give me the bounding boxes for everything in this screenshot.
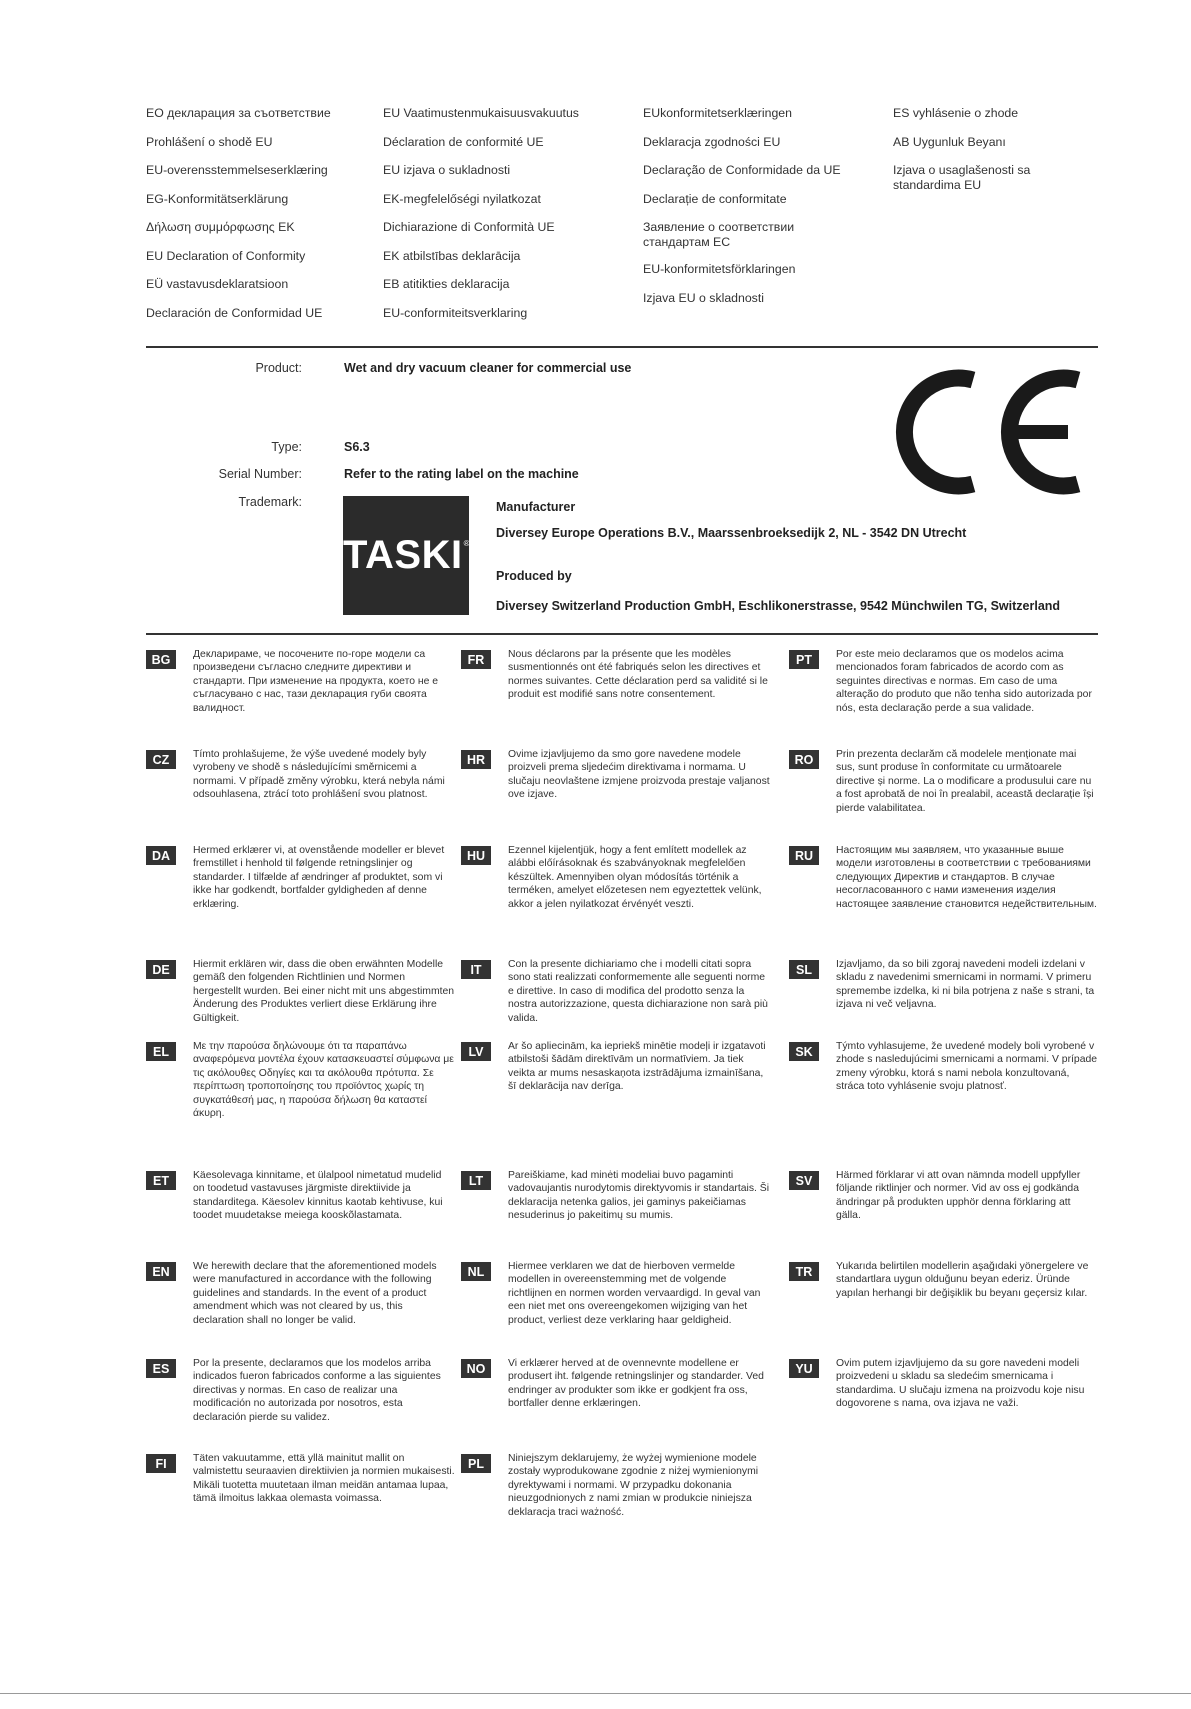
declaration-text: Prin prezenta declarăm că modelele menționate mai sus, sunt produse în conformitate cu următoarele directive și norme. La o modificare a produsului care nu a fost aprobată de noi în prealabil, această declarație își pierde valabilitatea. <box>836 749 1094 814</box>
title-column-1 <box>146 106 356 334</box>
declaration-text: Ovim putem izjavljujemo da su gore navedeni modeli proizvedeni u skladu sa sledećim smernicama i standardima. U slučaju izmena na proizvodu koje nisu dogovorene s nama, ova izjava ne važi. <box>836 1358 1085 1410</box>
lang-code-badge: YU <box>789 1359 819 1378</box>
bottom-divider <box>0 1693 1191 1694</box>
registered-mark: ® <box>463 539 470 548</box>
lang-code-badge: SL <box>789 960 819 979</box>
serial-value: Refer to the rating label on the machine <box>344 467 579 481</box>
declaration-column-3 <box>789 648 1098 1452</box>
title-column-3 <box>643 106 853 319</box>
lang-code-badge: NL <box>461 1262 491 1281</box>
manufacturer-address: Diversey Europe Operations B.V., Maarssenbroeksedijk 2, NL - 3542 DN Utrecht <box>496 526 967 540</box>
lang-code-badge: DA <box>146 846 176 865</box>
declaration-lt <box>461 1169 770 1260</box>
declaration-ru <box>789 844 1097 958</box>
declaration-text: Izjavljamo, da so bili zgoraj navedeni modeli izdelani v skladu z navedenimi smernicami in normami. V primeru spremembe izdelka, ki ni bila potrjena z naše s strani, ta izjava ni več veljavna. <box>836 959 1095 1011</box>
title-sv: EU-konformitetsförklaringen <box>643 262 796 276</box>
title-tr: AB Uygunluk Beyanı <box>893 134 1006 149</box>
declaration-text: Με την παρούσα δηλώνουμε ότι τα παραπάνω αναφερόμενα μοντέλα έχουν κατασκευαστεί σύμφωνα με τις ακόλουθες Οδηγίες και τα ακόλουθα πρότυπα. Σε περίπτωση τροποποίησης του προϊόντος χωρίς τη συγκατάθεσή μας, η παρούσα δήλωση θα καταστεί άκυρη. <box>193 1041 454 1120</box>
lang-code-badge: DE <box>146 960 176 979</box>
lang-code-badge: LT <box>461 1171 491 1190</box>
title-it: Dichiarazione di Conformità UE <box>383 220 555 234</box>
declaration-text: We herewith declare that the aforementioned models were manufactured in accordance with the following guidelines and standards. In the event of a product amendment which was not cleared by us, this declaration shall no longer be valid. <box>193 1261 437 1326</box>
lang-code-badge: PT <box>789 650 819 669</box>
serial-label: Serial Number: <box>218 467 302 481</box>
taski-logo-text: TASKI <box>343 533 463 577</box>
taski-logo <box>343 496 469 615</box>
declaration-bg <box>146 648 446 748</box>
declaration-text: Ezennel kijelentjük, hogy a fent említett modellek az alábbi előírásoknak és szabványoknak megfelelően készültek. Amennyiben olyan módosítás történik a terméken, amelyet előzetesen nem egyeztettek velünk, akkor a jelen nyilatkozat érvényét veszti. <box>508 845 762 910</box>
declaration-text: Hiermit erklären wir, dass die oben erwähnten Modelle gemäß den folgenden Richtlinien und Normen hergestellt wurden. Bei einer nicht mit uns abgestimmten Änderung des Produktes verliert diese Erklärung ihre Gültigkeit. <box>193 959 455 1024</box>
title-hr: EU izjava o sukladnosti <box>383 163 511 177</box>
title-et: EÜ vastavusdeklaratsioon <box>146 277 289 291</box>
declaration-text: Настоящим мы заявляем, что указанные выше модели изготовлены в соответствии с требованиями следующих Директив и стандартов. В случае несогласованного с нами изменения изделия настоящее заявление становится недействительным. <box>836 845 1097 910</box>
declaration-es <box>146 1357 446 1452</box>
type-value: S6.3 <box>344 440 370 454</box>
declaration-text: Tímto prohlašujeme, že výše uvedené modely byly vyrobeny ve shodě s následujícími směrnicemi a normami. V případě změny výrobku, která nebyla námi odsouhlasena, ztrácí toto prohlášení svou platnost. <box>193 749 445 801</box>
declaration-el <box>146 1040 454 1169</box>
title-column-2 <box>383 106 613 334</box>
declaration-column-1 <box>146 648 455 1542</box>
ce-mark-c <box>904 378 973 486</box>
declaration-text: Yukarıda belirtilen modellerin aşağıdaki yönergelere ve standartlara uygun olduğunu beyan ederiz. Üründe yapılan herhangi bir değişiklik bu beyanı geçersiz kılar. <box>836 1261 1089 1299</box>
declaration-lv <box>461 1040 766 1169</box>
lang-code-badge: IT <box>461 960 491 979</box>
declaration-it <box>461 958 768 1040</box>
produced-by-heading: Produced by <box>496 569 572 583</box>
title-lv: EK atbilstības deklarācija <box>383 248 521 263</box>
declaration-ro <box>789 748 1094 844</box>
declaration-tr <box>789 1260 1089 1357</box>
title-column-4 <box>893 106 1083 207</box>
lang-code-badge: BG <box>146 650 176 669</box>
title-en: EU Declaration of Conformity <box>146 248 306 263</box>
lang-code-badge: EN <box>146 1262 176 1281</box>
lang-code-badge: RU <box>789 846 819 865</box>
lang-code-badge: HR <box>461 750 491 769</box>
title-ro: Declarație de conformitate <box>643 191 787 206</box>
type-label: Type: <box>271 440 302 454</box>
declaration-text: Niniejszym deklarujemy, że wyżej wymienione modele zostały wyprodukowane zgodnie z niżej wymienionymi dyrektywami i normami. W przypadku dokonania nieuzgodnionych z nami zmian w produkcie niniejsza deklaracja traci ważność. <box>508 1453 759 1518</box>
declaration-text: Käesolevaga kinnitame, et ülalpool nimetatud mudelid on toodetud vastavuses järgmiste direktiivide ja standarditega. Käesolev kinnitus kaotab kehtivuse, kui toodet muudetakse meiega kooskõlastamata. <box>193 1170 443 1222</box>
declaration-text: Pareiškiame, kad minėti modeliai buvo pagaminti vadovaujantis nurodytomis direktyvomis ir standartais. Ši deklaracija netenka galios, jei gaminys pakeičiamas nesuderinus jo pakeitimų su mumis. <box>508 1170 770 1222</box>
title-lt: EB atitikties deklaracija <box>383 277 510 291</box>
title-sk: ES vyhlásenie o zhode <box>893 106 1019 120</box>
declaration-text: Härmed förklarar vi att ovan nämnda modell uppfyller följande riktlinjer och normer. Vid av oss ej godkända ändringar på produkten upphör denna förklaring att gälla. <box>836 1170 1081 1222</box>
declaration-fi <box>146 1452 455 1542</box>
lang-code-badge: PL <box>461 1454 491 1473</box>
declaration-text: Nous déclarons par la présente que les modèles susmentionnés ont été fabriqués selon les directives et normes suivantes. Cette déclaration perd sa validité si le produit est modifié sans notre consentement. <box>508 649 768 701</box>
declaration-yu <box>789 1357 1089 1452</box>
declaration-text: Ar šo apliecinām, ka iepriekš minētie modeļi ir izgatavoti atbilstoši šādām direktīvām un normatīviem. Ja tiek veikta ar mums nesaskaņota izstrādājuma izmainīšana, šī deklarācija nav derīga. <box>508 1041 766 1093</box>
top-divider <box>146 346 1098 348</box>
middle-divider <box>146 633 1098 635</box>
declaration-text: Por la presente, declaramos que los modelos arriba indicados fueron fabricados conforme a las siguientes directivas y normas. En caso de realizar una modificación no autorizada por nosotros, esta declaración pierde su validez. <box>193 1358 441 1423</box>
title-hu: EK-megfelelőségi nyilatkozat <box>383 191 541 206</box>
title-bg: ЕО декларация за съответствие <box>146 106 331 120</box>
lang-code-badge: HU <box>461 846 491 865</box>
title-el: Δήλωση συμμόρφωσης ΕΚ <box>146 220 295 234</box>
lang-code-badge: SK <box>789 1042 819 1061</box>
title-fi: EU Vaatimustenmukaisuusvakuutus <box>383 106 579 120</box>
declaration-sv <box>789 1169 1089 1260</box>
title-sl: Izjava EU o skladnosti <box>643 290 764 305</box>
title-pt: Declaração de Conformidade da UE <box>643 163 841 177</box>
declaration-hr <box>461 748 770 844</box>
declaration-sk <box>789 1040 1098 1169</box>
declaration-text: Por este meio declaramos que os modelos acima mencionados foram fabricados de acordo com as seguintes directivas e normas. Em caso de uma alteração do produto que não tenha sido autorizada por nós, esta declaração perde a sua validade. <box>836 649 1092 714</box>
declaration-en <box>146 1260 446 1357</box>
title-es: Declaración de Conformidad UE <box>146 305 323 320</box>
lang-code-badge: TR <box>789 1262 819 1281</box>
declaration-cz <box>146 748 446 844</box>
declaration-fr <box>461 648 768 748</box>
declaration-de <box>146 958 455 1040</box>
declaration-da <box>146 844 446 958</box>
title-pl: Deklaracja zgodności EU <box>643 134 781 149</box>
lang-code-badge: NO <box>461 1359 491 1378</box>
lang-code-badge: ET <box>146 1171 176 1190</box>
declaration-text: Täten vakuutamme, että yllä mainitut mallit on valmistettu seuraavien direktiivien ja normien mukaisesti. Mikäli tuotetta muutetaan ilman meidän antamaa lupaa, tämä ilmoitus lakkaa olemasta voimassa. <box>193 1453 455 1505</box>
declaration-nl <box>461 1260 761 1357</box>
lang-code-badge: ES <box>146 1359 176 1378</box>
title-da: EU-overensstemmelseserklæring <box>146 163 328 177</box>
title-yu: Izjava o usaglašenosti sa standardima EU <box>893 163 1031 192</box>
manufacturer-heading: Manufacturer <box>496 500 576 514</box>
title-de: EG-Konformitätserklärung <box>146 191 289 206</box>
declaration-text: Hiermee verklaren we dat de hierboven vermelde modellen in overeenstemming met de volgende richtlijnen en normen worden vervaardigd. In geval van een niet met ons overeengekomen wijziging van het product, verliest deze verklaring haar geldigheid. <box>508 1261 761 1326</box>
declaration-text: Con la presente dichiariamo che i modelli citati sopra sono stati realizzati conformemente alle seguenti norme e direttive. In caso di modifica del prodotto senza la nostra autorizzazione, questa dichiarazione non sarà più valida. <box>508 959 768 1024</box>
lang-code-badge: EL <box>146 1042 176 1061</box>
title-cz: Prohlášení o shodě EU <box>146 134 273 149</box>
declaration-pt <box>789 648 1092 748</box>
product-label: Product: <box>255 361 302 375</box>
lang-code-badge: FR <box>461 650 491 669</box>
lang-code-badge: SV <box>789 1171 819 1190</box>
trademark-label: Trademark: <box>238 495 302 509</box>
lang-code-badge: LV <box>461 1042 491 1061</box>
lang-code-badge: FI <box>146 1454 176 1473</box>
declaration-pl <box>461 1452 761 1542</box>
declaration-no <box>461 1357 764 1452</box>
title-nl: EU-conformiteitsverklaring <box>383 305 528 320</box>
lang-code-badge: CZ <box>146 750 176 769</box>
product-value: Wet and dry vacuum cleaner for commercial use <box>344 361 632 375</box>
declaration-text: Hermed erklærer vi, at ovenstående modeller er blevet fremstillet i henhold til følgende retningslinjer og standarder. I tilfælde af ændringer af produktet, som vi ikke har godkendt, bortfalder gyldigheden af denne erklæring. <box>193 845 445 910</box>
produced-by-address: Diversey Switzerland Production GmbH, Eschlikonerstrasse, 9542 Münchwilen TG, Switzerland <box>496 599 1061 613</box>
declaration-text: Декларираме, че посочените по-горе модели са произведени съгласно следните директиви и стандарти. При изменение на продукта, което не е съгласувано с нас, тази декларация губи своята валидност. <box>193 649 439 714</box>
declaration-text: Ovime izjavljujemo da smo gore navedene modele proizveli prema sljedećim direktivama i normama. U slučaju neovlaštene izmjene proizvoda prestaje valjanost ove izjave. <box>508 749 770 801</box>
ce-mark-icon <box>878 362 1098 502</box>
declaration-hu <box>461 844 761 958</box>
title-fr: Déclaration de conformité UE <box>383 134 544 149</box>
declaration-sl <box>789 958 1095 1040</box>
ce-mark-e-bar <box>1006 425 1068 439</box>
declaration-et <box>146 1169 446 1260</box>
declaration-column-2 <box>461 648 770 1542</box>
title-ru: Заявление о соответствии стандартам ЕС <box>643 220 795 249</box>
title-no: EUkonformitetserklæringen <box>643 106 792 120</box>
lang-code-badge: RO <box>789 750 819 769</box>
declaration-text: Vi erklærer herved at de ovennevnte modellene er produsert iht. følgende retningslinjer og standarder. Ved endringer av produkter som ikke er godkjent fra oss, bortfaller denne erklæringen. <box>508 1358 764 1410</box>
declaration-text: Týmto vyhlasujeme, že uvedené modely boli vyrobené v zhode s nasledujúcimi smernicami a normami. V prípade zmeny výrobku, ktorá s nami nebola konzultovaná, stráca toto vyhlásenie svoju platnosť. <box>836 1041 1098 1093</box>
